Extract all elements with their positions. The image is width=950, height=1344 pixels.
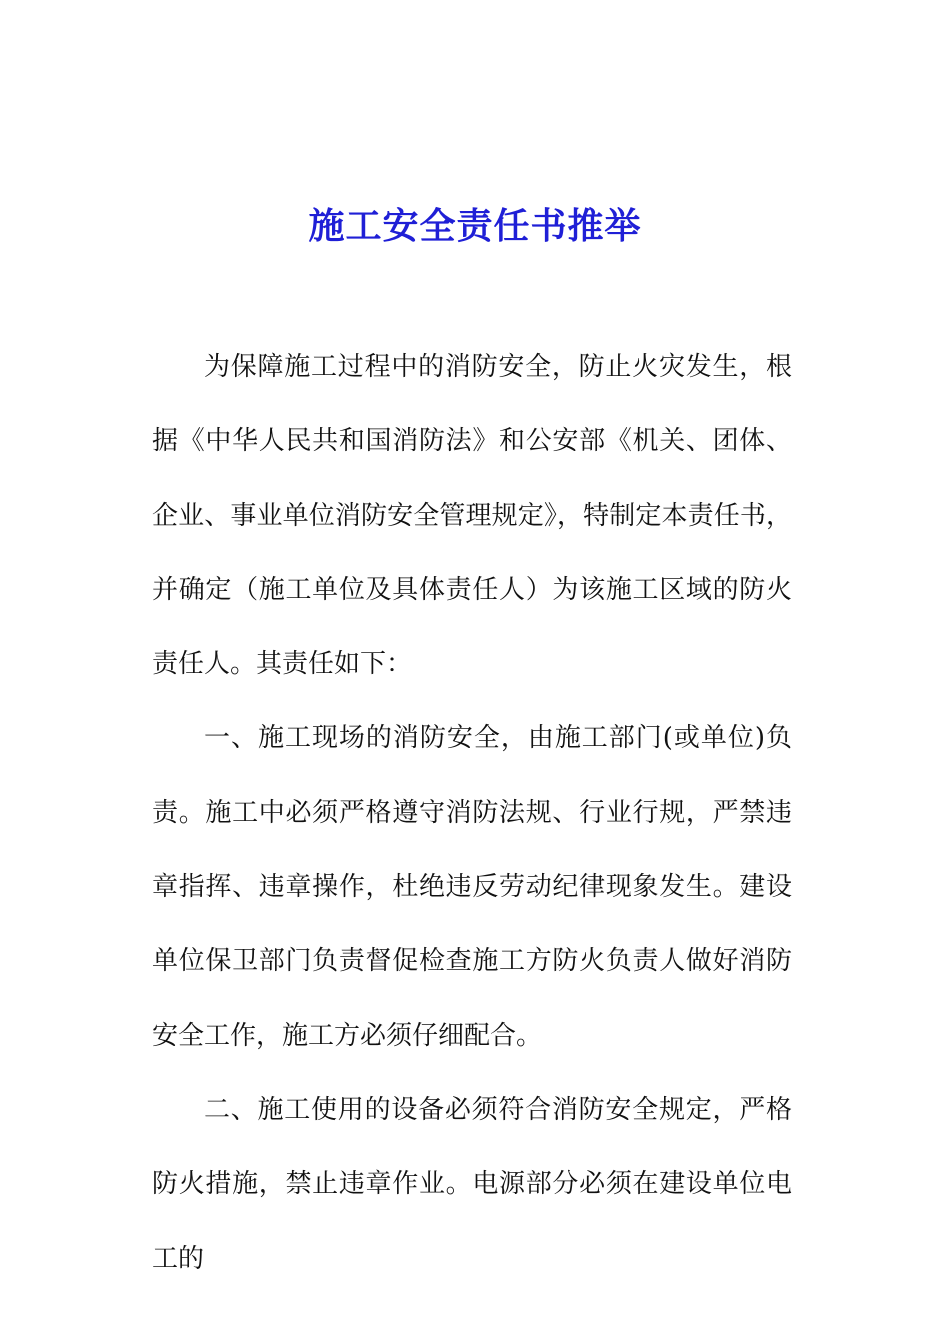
paragraph-item-1: 一、施工现场的消防安全，由施工部门(或单位)负责。施工中必须严格遵守消防法规、行业行规，严禁违章指挥、违章操作，杜绝违反劳动纪律现象发生。建设单位保卫部门负责督促检查施工方防火负责人做好消防安全工作，施工方必须仔细配合。 <box>152 723 792 1051</box>
paragraph-item-2: 二、施工使用的设备必须符合消防安全规定，严格防火措施，禁止违章作业。电源部分必须在建设单位电工的 <box>152 1094 792 1274</box>
document-title: 施工安全责任书推举 <box>308 205 642 248</box>
paragraph-intro: 为保障施工过程中的消防安全，防止火灾发生，根据《中华人民共和国消防法》和公安部《机关、团体、企业、事业单位消防安全管理规定》，特制定本责任书，并确定（施工单位及具体责任人）为该施工区域的防火责任人。其责任如下： <box>152 352 792 680</box>
document-body <box>152 330 792 1296</box>
